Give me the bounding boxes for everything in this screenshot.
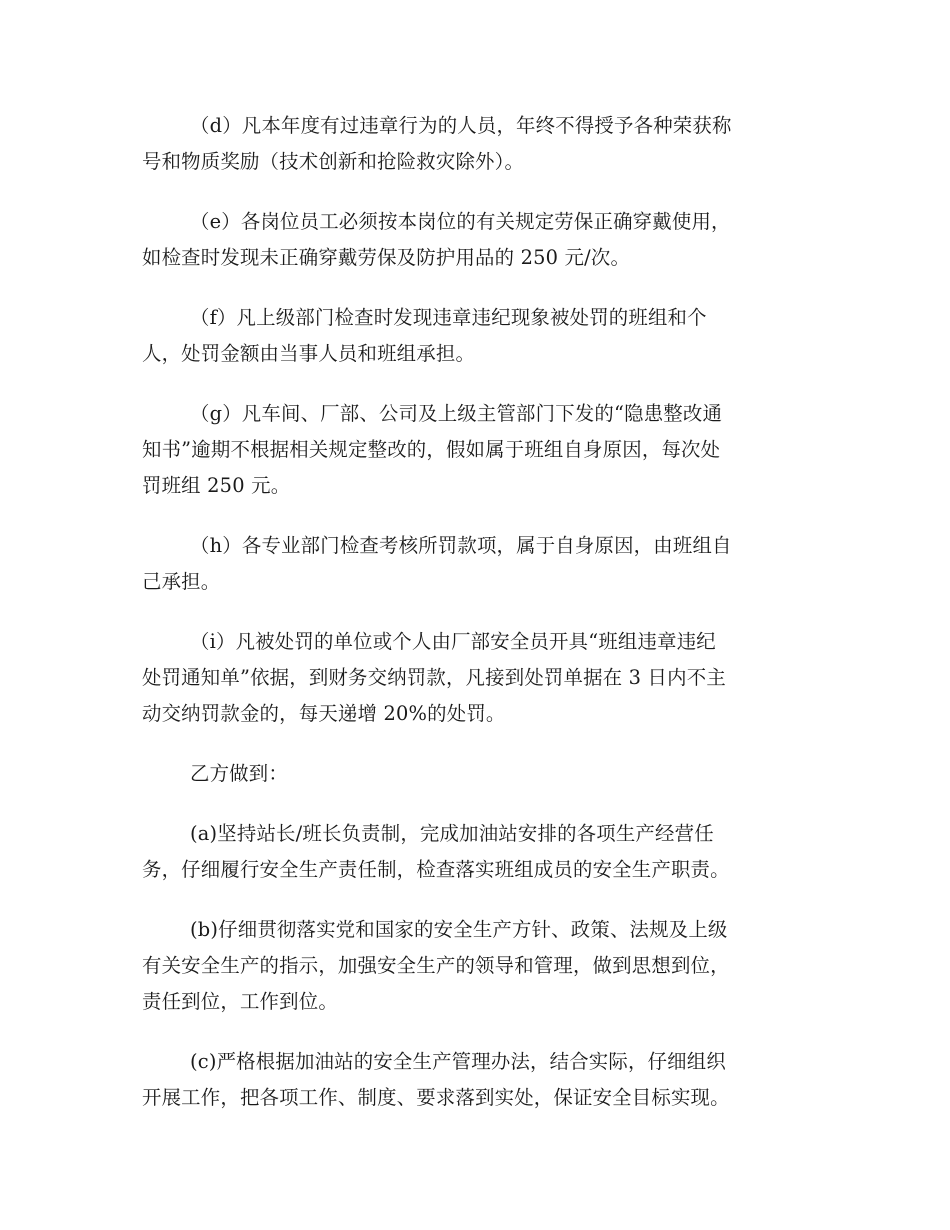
text-line: 己承担。 [142,570,221,593]
text-line: 号和物质奖励（技术创新和抢险救灾除外）。 [142,150,525,173]
text-line: 动交纳罚款金的，每天递增 20%的处罚。 [142,702,506,725]
text-line: （f）凡上级部门检查时发现违章违纪现象被处罚的班组和个 [190,306,707,329]
text-line: (a)坚持站长/班长负责制，完成加油站安排的各项生产经营任 [190,822,714,845]
text-line: 务，仔细履行安全生产责任制，检查落实班组成员的安全生产职责。 [142,858,730,881]
text-line: 人，处罚金额由当事人员和班组承担。 [142,342,476,365]
paragraph-b-c [142,1044,798,1116]
paragraph-d [142,108,798,180]
paragraph-e [142,204,798,276]
text-line: (c)严格根据加油站的安全生产管理办法，结合实际，仔细组织 [190,1050,726,1073]
document-body [142,108,798,1140]
text-line: （g）凡车间、厂部、公司及上级主管部门下发的“隐患整改通 [190,402,723,425]
paragraph-h [142,528,798,600]
text-line: 知书”逾期不根据相关规定整改的，假如属于班组自身原因，每次处 [142,438,721,461]
text-line: （h）各专业部门检查考核所罚款项，属于自身原因，由班组自 [190,534,732,557]
paragraph-g [142,396,798,504]
paragraph-i [142,624,798,732]
text-line: 罚班组 250 元。 [142,474,291,497]
text-line: 处罚通知单”依据，到财务交纳罚款，凡接到处罚单据在 3 日内不主 [142,666,726,689]
paragraph-b-b [142,912,798,1020]
paragraph-b-a [142,816,798,888]
text-line: 乙方做到： [190,762,288,785]
text-line: 责任到位，工作到位。 [142,990,338,1013]
text-line: （d）凡本年度有过违章行为的人员，年终不得授予各种荣获称 [190,114,732,137]
text-line: (b)仔细贯彻落实党和国家的安全生产方针、政策、法规及上级 [190,918,728,941]
text-line: 开展工作，把各项工作、制度、要求落到实处，保证安全目标实现。 [142,1086,730,1109]
text-line: 有关安全生产的指示，加强安全生产的领导和管理，做到思想到位， [142,954,730,977]
text-line: 如检查时发现未正确穿戴劳保及防护用品的 250 元/次。 [142,246,631,269]
section-heading-party-b [142,756,798,792]
text-line: （i）凡被处罚的单位或个人由厂部安全员开具“班组违章违纪 [190,630,716,653]
text-line: （e）各岗位员工必须按本岗位的有关规定劳保正确穿戴使用， [190,210,731,233]
paragraph-f [142,300,798,372]
